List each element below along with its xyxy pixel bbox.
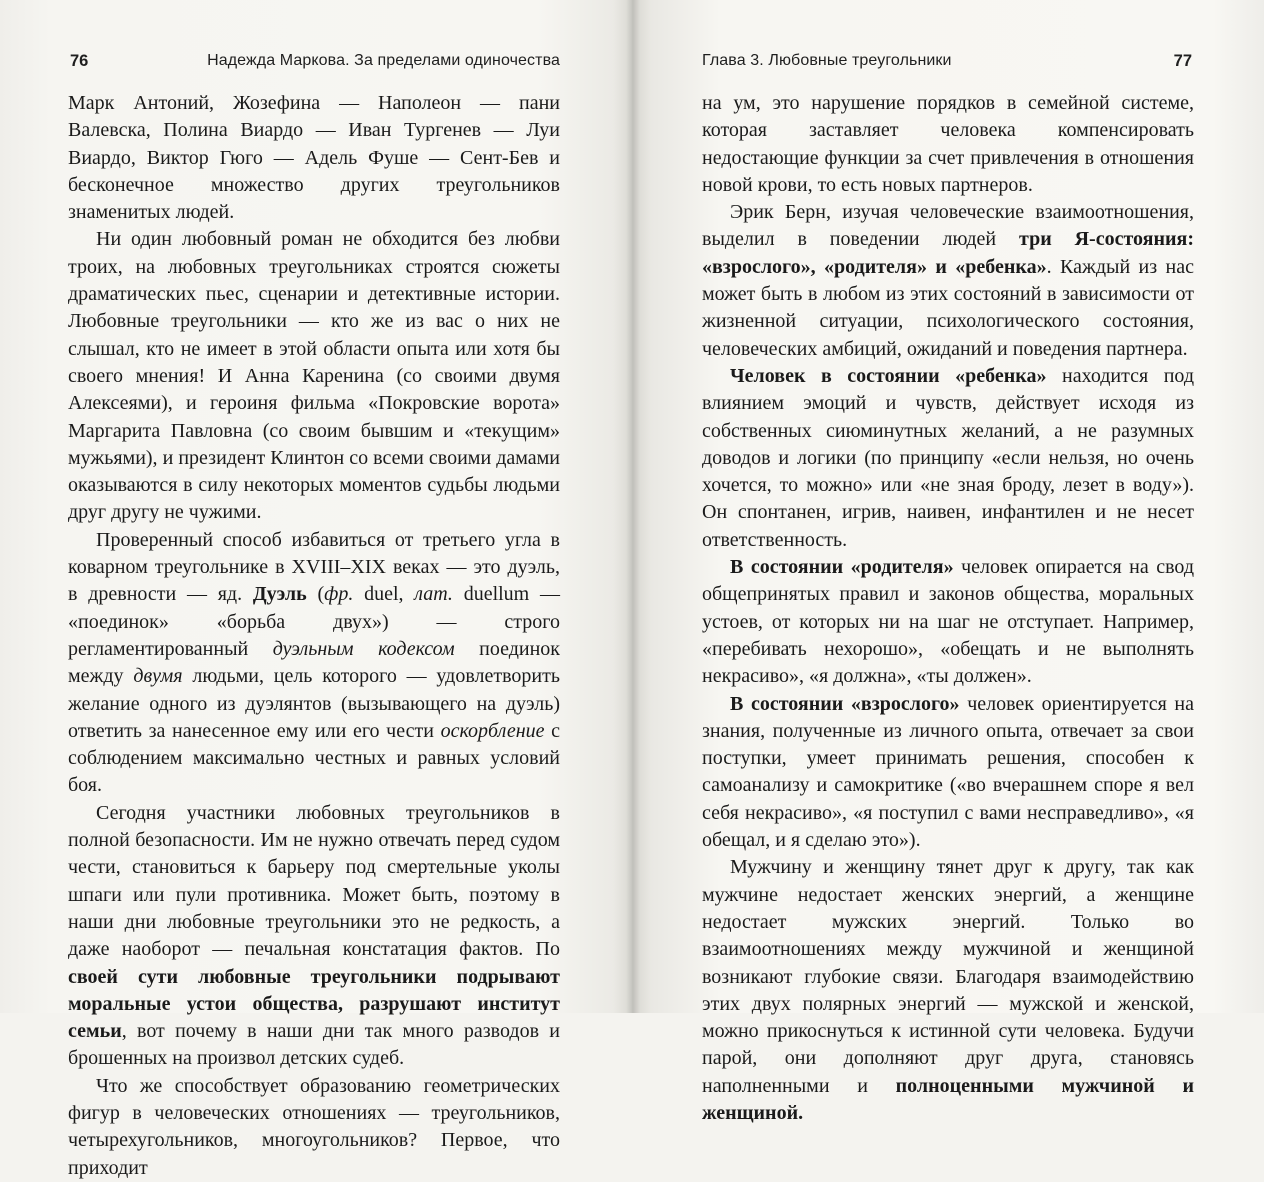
bold-text: В состоянии «родителя» [730, 556, 954, 579]
bold-text: своей сути любовные треугольники подрывают моральные устои общества, разрушают институт семьи [68, 965, 560, 1043]
paragraph [702, 90, 1194, 199]
paragraph [68, 226, 560, 526]
text-run: человек опирается на свод общепринятых правил и законов общества, моральных устоев, от которых ни на шаг не отступает. Например, «перебивать нехорошо», «обещать и не выполнять некрасиво», «я должна», «ты должен». [702, 556, 1195, 688]
bold-text: Дуэль [252, 583, 307, 606]
text-run: человек ориентируется на знания, полученные из личного опыта, отвечает за свои поступки, умеет принимать решения, способен к самоанализу и самокритике («во вчерашнем споре я вел себя некрасиво», «я поступил с вами несправедливо», «я обещал, и я сделаю это»). [702, 692, 1194, 852]
paragraph [68, 527, 560, 800]
paragraph [68, 1073, 560, 1182]
text-run: duel, [353, 583, 415, 606]
text-run: Эрик Берн, изучая человеческие взаимоотношения, выделил в поведении людей [702, 201, 1194, 251]
page-number: 76 [70, 52, 89, 70]
left-page [0, 0, 632, 1179]
text-run: Ни один любовный роман не обходится без любви троих, на любовных треугольниках строятся сюжеты драматических пьес, сценарии и детективные истории. Любовные треугольники — кто же из вас о них не слышал, кто не имеет в этой области опыта или хотя бы своего мнения! И Анна Каренина (со своими двумя Алексеями), и героиня фильма «Покровские ворота» Маргарита Павловна (со своим бывшим и «текущим» мужьями), и президент Клинтон со всеми своими дамами оказываются в силу некоторых моментов судьбы людьми друг другу не чужими. [68, 228, 560, 524]
left-running-header [70, 50, 560, 72]
running-title: Надежда Маркова. За пределами одиночества [207, 52, 560, 69]
paragraph [68, 90, 560, 226]
bold-text: три Я-состояния: «взрослого», «родителя» и «ребенка» [702, 228, 1194, 278]
text-run: людьми, цель которого — удовлетворить желание одного из дуэлянтов (вызывающего на дуэль) ответить за нанесенное ему или его чести [68, 665, 560, 742]
italic-text: лат. [414, 583, 453, 606]
paragraph [702, 554, 1194, 690]
paragraph [702, 854, 1194, 1127]
text-run: находится под влиянием эмоций и чувств, действует исходя из собственных сиюминутных желаний, а не разумных доводов и логики (по принципу «если нельзя, но очень хочется, то можно» или «не зная броду, лезет в воду»). Он спонтанен, игрив, наивен, инфантилен и не несет ответственность. [702, 364, 1195, 551]
text-run: Что же способствует образованию геометрических фигур в человеческих отношениях — треугольников, четырехугольников, многоугольников? Первое, что приходит [68, 1074, 560, 1179]
paragraph [68, 800, 560, 1073]
paragraph [702, 691, 1194, 855]
page-number: 77 [1173, 52, 1192, 70]
book-gutter-shadow [626, 0, 640, 1013]
text-run: с соблюдением максимально честных и равных условий боя. [68, 719, 560, 797]
paragraph [702, 363, 1194, 554]
text-run: на ум, это нарушение порядков в семейной системе, которая заставляет человека компенсировать недостающие функции за счет привлечения в отношения новой крови, то есть новых партнеров. [702, 92, 1194, 196]
text-run: Проверенный способ избавиться от третьего угла в коварном треугольнике в XVIII–XIX веках — это дуэль, в древности — яд. [68, 528, 560, 606]
text-run: duellum — «поединок» «борьба двух») — строго регламентированный [68, 583, 560, 660]
right-running-header [702, 50, 1192, 72]
text-run: Мужчину и женщину тянет друг к другу, так как мужчине недостает женских энергий, а женщине недостает мужских энергий. Только во взаимоотношениях между мужчиной и женщиной возникают глубокие связи. Благодаря взаимодействию этих двух полярных энергий — мужской и женской, можно прикоснуться к истинной сути человека. Будучи парой, они дополняют друг друга, становясь наполненными и [702, 856, 1194, 1097]
text-run: поединок между [68, 637, 560, 688]
text-run: . Каждый из нас может быть в любом из этих состояний в зависимости от жизненной ситуации, психологического состояния, человеческих амбиций, ожиданий и поведения партнера. [702, 255, 1194, 360]
running-title: Глава 3. Любовные треугольники [702, 52, 952, 69]
right-page [632, 0, 1264, 1124]
italic-text: фр. [324, 583, 354, 606]
italic-text: оскорбление [440, 719, 545, 742]
italic-text: дуэльным кодексом [272, 637, 455, 660]
left-body-text [68, 90, 560, 1182]
bold-text: Человек в состоянии «ребенка» [730, 364, 1047, 387]
bold-text: В состоянии «взрослого» [730, 692, 960, 715]
text-run: ( [306, 583, 325, 606]
bold-text: полноценными мужчиной и женщиной. [702, 1074, 1194, 1124]
text-run: Сегодня участники любовных треугольников в полной безопасности. Им не нужно отвечать перед судом чести, становиться к барьеру под смертельные уколы шпаги или пули противника. Может быть, поэтому в наши дни любовные треугольники это не редкость, а даже наоборот — печальная констатация фактов. По [68, 801, 560, 961]
right-body-text [702, 90, 1194, 1127]
text-run: Марк Антоний, Жозефина — Наполеон — пани Валевска, Полина Виардо — Иван Тургенев — Луи Виардо, Виктор Гюго — Адель Фуше — Сент-Бев и бесконечное множество других треугольников знаменитых людей. [68, 92, 560, 224]
text-run: , вот почему в наши дни так много разводов и брошенных на произвол детских судеб. [68, 1020, 560, 1070]
paragraph [702, 199, 1194, 363]
italic-text: двумя [133, 665, 183, 688]
